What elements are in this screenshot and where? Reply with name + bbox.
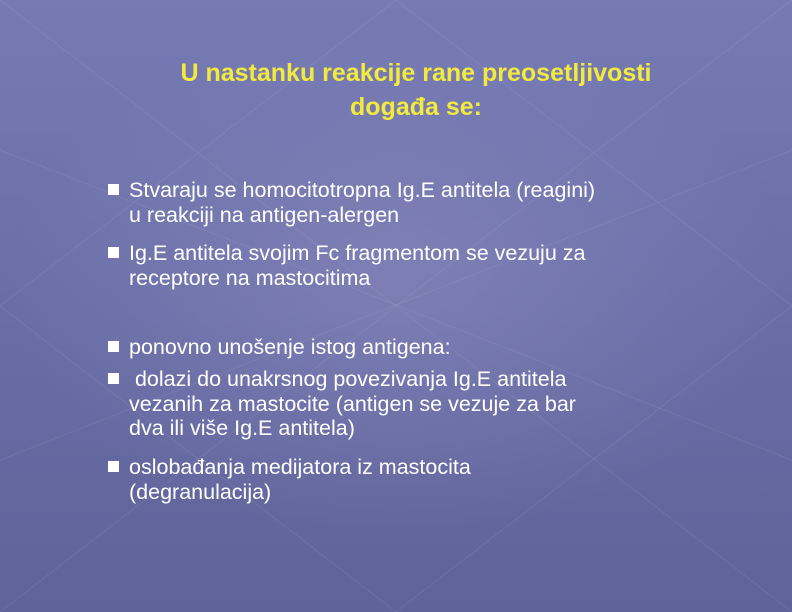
square-bullet-icon [108,184,119,195]
bullet-line: oslobađanja medijatora iz mastocita [129,455,471,479]
bullet-line: Stvaraju se homocitotropna Ig.E antitela (reagini) [129,178,596,202]
bullet-text [129,455,739,504]
bullet-line: dolazi do unakrsnog povezivanja Ig.E antitela [129,367,567,391]
square-bullet-icon [108,373,119,384]
bullet-line: ponovno unošenje istog antigena: [129,335,451,359]
square-bullet-icon [108,247,119,258]
square-bullet-icon [108,461,119,472]
bullet-line: vezanih za mastocite (antigen se vezuje za bar [129,391,576,416]
bullet-text [129,367,739,441]
bullet-text [129,178,739,227]
bullet-text [129,335,739,360]
bullet-line: receptore na mastocitima [129,265,371,290]
bullet-line: dva ili više Ig.E antitela) [129,416,355,440]
bullet-line: u reakciji na antigen-alergen [129,202,400,227]
bullet-text [129,241,739,290]
bullet-line: (degranulacija) [129,479,272,504]
slide-title-line-2: događa se: [350,93,482,121]
square-bullet-icon [108,341,119,352]
slide-title-line-1: U nastanku reakcije rane preosetljivosti [180,59,652,87]
slide-title [96,56,736,124]
bullet-line: Ig.E antitela svojim Fc fragmentom se vezuju za [129,241,586,265]
